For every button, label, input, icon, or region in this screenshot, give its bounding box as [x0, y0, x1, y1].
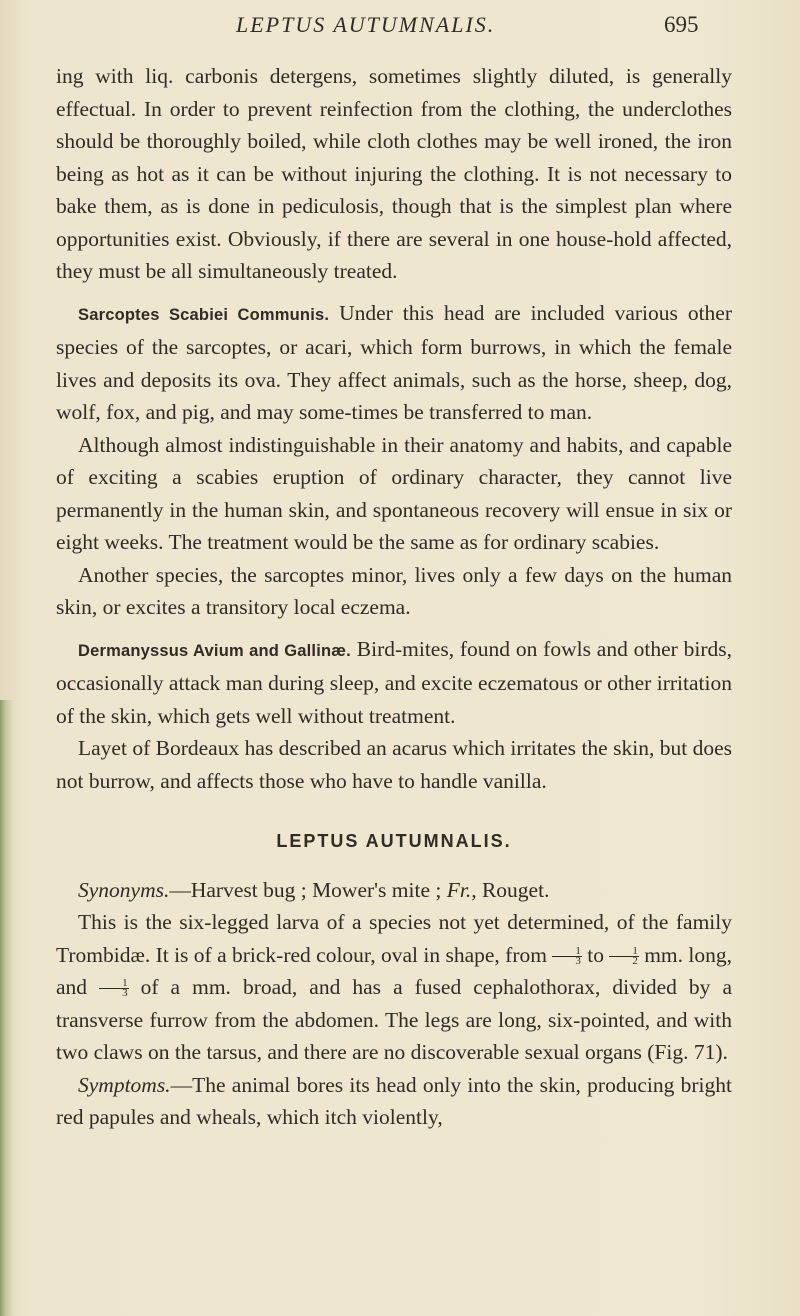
fraction-one-third	[552, 944, 582, 967]
paragraph-sarcoptes-minor: Another species, the sarcoptes minor, lives only a few days on the human skin, or excites a transitory local eczema.	[56, 562, 732, 619]
fraction-denominator: 2	[632, 954, 638, 967]
description-part-d: of a mm. broad, and has a fused cephalothorax, divided by a transverse furrow from the abdomen. The legs are long, six-pointed, and with two claws on the tarsus, and there are no discoverable sexual organs (Fig. 71).	[56, 975, 732, 1064]
body-text	[56, 60, 732, 1134]
paragraph-layet: Layet of Bordeaux has described an acarus which irritates the skin, but does not burrow, and affects those who have to handle vanilla.	[56, 736, 732, 793]
paragraph-anatomy: Although almost indistinguishable in their anatomy and habits, and capable of exciting a scabies eruption of ordinary character, they cannot live permanently in the human skin, and spontaneous recovery will ensue in six or eight weeks. The treatment would be the same as for ordinary scabies.	[56, 432, 732, 554]
synonyms-text: —Harvest bug ; Mower's mite ;	[169, 877, 447, 902]
page-number: 695	[664, 12, 699, 37]
paragraph-dermanyssus	[56, 633, 732, 733]
description-part-c: mm. long, and	[56, 942, 732, 999]
paragraph-synonyms	[56, 874, 732, 907]
synonyms-label: Synonyms.	[78, 877, 170, 902]
running-title: LEPTUS AUTUMNALIS.	[236, 12, 496, 37]
heading-dermanyssus: Dermanyssus Avium and Gallinæ.	[78, 641, 351, 660]
description-part-b: to	[581, 942, 610, 967]
synonyms-french-label: Fr.,	[446, 877, 477, 902]
fraction-numerator: 1	[552, 947, 582, 957]
symptoms-text: —The animal bores its head only into the skin, producing bright red papules and wheals, which itch violently,	[56, 1072, 732, 1129]
paragraph-description	[56, 906, 732, 1069]
fraction-denominator: 3	[575, 954, 581, 967]
section-title-leptus: LEPTUS AUTUMNALIS.	[276, 831, 512, 851]
fraction-one-third-b	[99, 979, 129, 998]
paragraph-treatment-continued: ing with liq. carbonis detergens, sometimes slightly diluted, is generally effectual. In order to prevent reinfection from the clothing, the underclothes should be thoroughly boiled, while cloth clothes may be well ironed, the iron being as hot as it can be without injuring the clothing. It is not necessary to bake them, as is done in pediculosis, though that is the simplest plan where opportunities exist. Obviously, if there are several in one house-hold affected, they must be all simultaneously treated.	[56, 64, 732, 283]
fraction-numerator: 1	[99, 979, 129, 989]
page-header	[0, 10, 800, 50]
paragraph-symptoms	[56, 1069, 732, 1134]
symptoms-label: Symptoms.	[78, 1072, 171, 1097]
fraction-denominator: 3	[122, 987, 128, 999]
fraction-numerator: 1	[609, 947, 639, 957]
paragraph-dermanyssus-text: Bird-mites, found on fowls and other birds, occasionally attack man during sleep, and excite eczematous or other irritation of the skin, which gets well without treatment.	[56, 636, 732, 728]
paragraph-sarcoptes-text: Under this head are included various other species of the sarcoptes, or acari, which form burrows, in which the female lives and deposits its ova. They affect animals, such as the horse, sheep, dog, wolf, fox, and pig, and may some-times be transferred to man.	[56, 300, 733, 424]
binding-shadow	[0, 700, 14, 1316]
paragraph-sarcoptes	[56, 297, 732, 429]
fraction-one-half	[609, 944, 639, 967]
synonyms-french-name: Rouget.	[476, 877, 550, 902]
heading-sarcoptes-scabiei: Sarcoptes Scabiei Communis.	[78, 305, 330, 324]
description-part-a: This is the six-legged larva of a species not yet determined, of the family Trombidæ. It is of a brick-red colour, oval in shape, from	[56, 910, 732, 967]
